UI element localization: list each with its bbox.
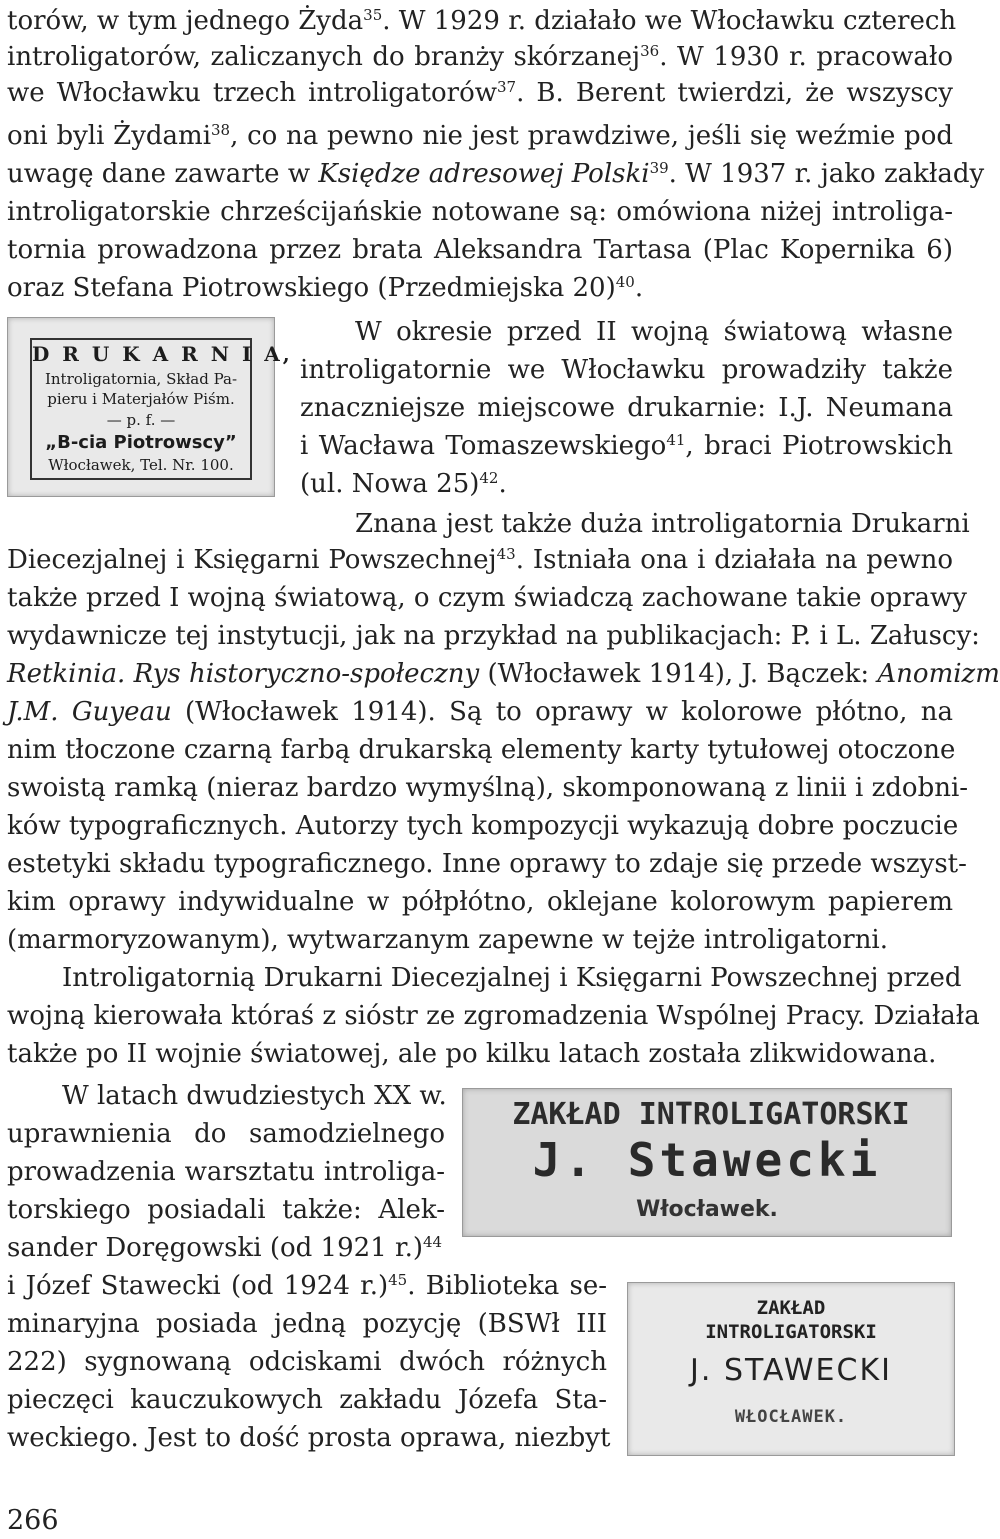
text-line: Retkinia. Rys historyczno-społeczny (Włocławek 1914), J. Bączek: Anomizm [7,659,1000,689]
text-line: nim tłoczone czarną farbą drukarską elementy karty tytułowej otoczone [7,735,956,765]
text-line: uwagę dane zawarte w Księdze adresowej Polski$^{39}$. W 1937 r. jako zakłady [7,159,985,189]
figure-drukarnia-label [7,317,293,497]
text-line: sander Doręgowski (od 1921 r.)$^{44}$ [7,1233,443,1263]
text-line: Znana jest także duża introligatornia Drukarni [355,509,970,539]
text-line: we Włocławku trzech introligatorów$^{37}$. B. Berent twierdzi, że wszyscy [7,78,953,108]
stamp-line: — p. f. — [106,411,176,429]
text-line: (marmoryzowanym), wytwarzanym zapewne w tejże introligatorni. [7,925,889,955]
page-number: 266 [7,1505,59,1536]
text-line: W okresie przed II wojną światową własne [355,317,953,347]
text-line: pieczęci kauczukowych zakładu Józefa Sta- [7,1385,607,1415]
text-line: torskiego posiadali także: Alek- [7,1195,445,1225]
text-line: także przed I wojną światową, o czym świadczą zachowane takie oprawy [7,583,967,613]
stamp-frame [30,338,293,480]
text-line: 222) sygnowaną odciskami dwóch różnych [7,1347,607,1377]
text-line: znaczniejsze miejscowe drukarnie: I.J. Neumana [300,393,953,423]
text-line: Introligatornią Drukarni Diecezjalnej i Księgarni Powszechnej przed [62,963,962,993]
text-line: wydawnicze tej instytucji, jak na przykład na publikacjach: P. i L. Załuscy: [7,621,980,651]
text-line: oni byli Żydami$^{38}$, co na pewno nie jest prawdziwe, jeśli się weźmie pod [7,121,953,151]
stamp-line: J. STAWECKI [690,1353,892,1388]
text-line: J.M. Guyeau (Włocławek 1914). Są to oprawy w kolorowe płótno, na [7,697,954,727]
text-line: Diecezjalnej i Księgarni Powszechnej$^{43}$. Istniała ona i działała na pewno [7,545,953,575]
text-line: wojną kierowała któraś z sióstr ze zgromadzenia Wspólnej Pracy. Działała [7,1001,980,1031]
text-line: introligatorów, zaliczanych do branży skórzanej$^{36}$. W 1930 r. pracowało [7,42,953,72]
stamp-line: Włocławek. [636,1197,778,1222]
stamp-line: Włocławek, Tel. Nr. 100. [48,456,234,474]
stamp-line: ZAKŁAD [756,1297,826,1319]
text-line: prowadzenia warsztatu introliga- [7,1157,445,1187]
text-line: swoistą ramką (nieraz bardzo wymyślną), skomponowaną z linii i zdobni- [7,773,969,803]
stamp-line: INTROLIGATORSKI [705,1321,877,1343]
text-line: tornia prowadzona przez brata Aleksandra Tartasa (Plac Kopernika 6) [7,235,953,265]
text-line: ków typograficznych. Autorzy tych kompozycji wykazują dobre poczucie [7,811,959,841]
stamp-line: J. Stawecki [532,1133,882,1187]
text-line: estetyki składu typograficznego. Inne oprawy to zdaje się przede wszyst- [7,849,967,879]
text-line: torów, w tym jednego Żyda$^{35}$. W 1929 r. działało we Włocławku czterech [7,6,957,36]
text-line: także po II wojnie światowej, ale po kilku latach została zlikwidowana. [7,1039,937,1069]
text-line: introligatornie we Włocławku prowadziły także [300,355,953,385]
text-line: W latach dwudziestych XX w. [62,1081,447,1111]
figure-stawecki-stamp-1 [462,1088,952,1237]
stamp-line: D R U K A R N I A, [32,342,293,366]
stamp-line: „B-cia Piotrowscy” [45,432,237,453]
stamp-line: ZAKŁAD INTROLIGATORSKI [512,1097,910,1132]
figure-stawecki-stamp-2 [627,1282,955,1456]
stamp-line: Introligatornia, Skład Pa- [44,370,238,388]
text-line: i Józef Stawecki (od 1924 r.)$^{45}$. Biblioteka se- [7,1271,607,1301]
text-line: (ul. Nowa 25)$^{42}$. [300,469,507,499]
text-line: kim oprawy indywidualne w półpłótno, oklejane kolorowym papierem [7,887,953,917]
text-line: minaryjna posiada jedną pozycję (BSWł III [7,1309,607,1339]
text-line: uprawnienia do samodzielnego [7,1119,445,1149]
text-line: oraz Stefana Piotrowskiego (Przedmiejska 20)$^{40}$. [7,273,644,303]
text-line: introligatorskie chrześcijańskie notowane są: omówiona niżej introliga- [7,197,953,227]
text-line: i Wacława Tomaszewskiego$^{41}$, braci Piotrowskich [300,431,953,461]
text-line: weckiego. Jest to dość prosta oprawa, niezbyt [7,1423,611,1453]
stamp-line: WŁOCŁAWEK. [734,1407,848,1427]
stamp-line: pieru i Materjałów Piśm. [47,390,235,408]
